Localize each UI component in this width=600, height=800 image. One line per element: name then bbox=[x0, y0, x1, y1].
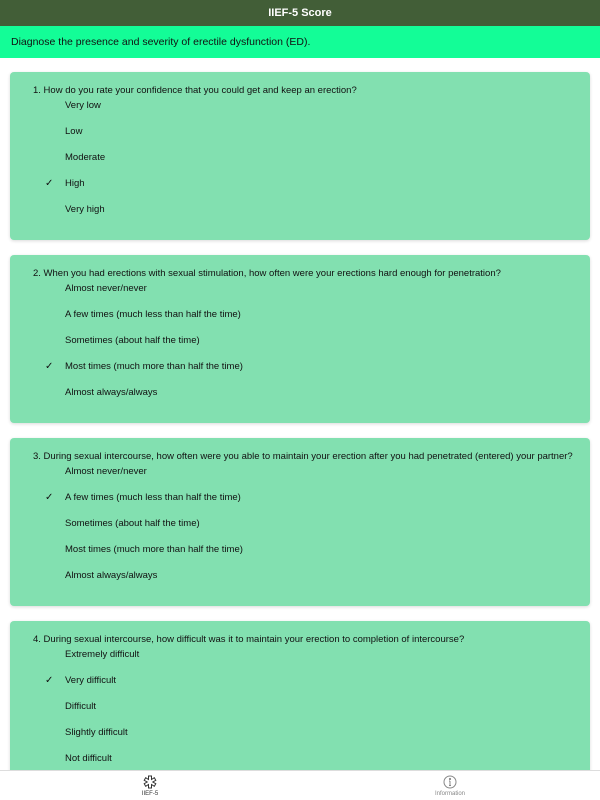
option-label: Extremely difficult bbox=[65, 648, 140, 660]
option-label: Almost never/never bbox=[65, 282, 147, 294]
checkmark-icon: ✓ bbox=[45, 491, 54, 503]
option-label: A few times (much less than half the time) bbox=[65, 491, 241, 503]
answer-option[interactable] bbox=[33, 536, 576, 562]
option-label: Almost always/always bbox=[65, 386, 158, 398]
answer-option[interactable] bbox=[33, 641, 576, 667]
option-label: Almost never/never bbox=[65, 465, 147, 477]
option-label: Almost always/always bbox=[65, 569, 158, 581]
option-label: High bbox=[65, 177, 85, 189]
question-card bbox=[10, 621, 590, 770]
question-text: 3. During sexual intercourse, how often were you able to maintain your erection after you had penetrated (entered) your partner? bbox=[33, 451, 573, 462]
option-label: A few times (much less than half the time) bbox=[65, 308, 241, 320]
tab-label: IIEF-5 bbox=[141, 790, 159, 797]
question-text: 2. When you had erections with sexual stimulation, how often were your erections hard enough for penetration? bbox=[33, 268, 501, 279]
answer-option[interactable] bbox=[33, 562, 576, 588]
option-label: Sometimes (about half the time) bbox=[65, 334, 200, 346]
answer-option[interactable] bbox=[33, 719, 576, 745]
answer-option[interactable] bbox=[33, 275, 576, 301]
tab-iief5[interactable] bbox=[0, 771, 300, 800]
option-label: Very difficult bbox=[65, 674, 117, 686]
answer-option[interactable] bbox=[33, 745, 576, 770]
answer-option[interactable] bbox=[33, 196, 576, 222]
option-label: Sometimes (about half the time) bbox=[65, 517, 200, 529]
question-card bbox=[10, 255, 590, 423]
answer-option[interactable] bbox=[33, 301, 576, 327]
option-label: Most times (much more than half the time) bbox=[65, 360, 243, 372]
answer-option[interactable] bbox=[33, 118, 576, 144]
option-label: Most times (much more than half the time) bbox=[65, 543, 243, 555]
answer-option[interactable] bbox=[33, 92, 576, 118]
tab-information[interactable] bbox=[300, 771, 600, 800]
answer-option[interactable] bbox=[33, 667, 576, 693]
answer-option[interactable] bbox=[33, 170, 576, 196]
answer-option[interactable] bbox=[33, 693, 576, 719]
question-text: 1. How do you rate your confidence that you could get and keep an erection? bbox=[33, 85, 357, 96]
asterisk-icon bbox=[143, 775, 157, 789]
description-banner bbox=[0, 26, 600, 58]
info-icon bbox=[443, 775, 457, 789]
option-label: Slightly difficult bbox=[65, 726, 128, 738]
tab-bar bbox=[0, 770, 600, 800]
option-label: Moderate bbox=[65, 151, 106, 163]
question-card bbox=[10, 72, 590, 240]
app-header bbox=[0, 0, 600, 26]
checkmark-icon: ✓ bbox=[45, 674, 54, 686]
answer-option[interactable] bbox=[33, 510, 576, 536]
answer-option[interactable] bbox=[33, 484, 576, 510]
checkmark-icon: ✓ bbox=[45, 360, 54, 372]
option-label: Low bbox=[65, 125, 83, 137]
option-label: Difficult bbox=[65, 700, 96, 712]
description-text: Diagnose the presence and severity of erectile dysfunction (ED). bbox=[11, 36, 311, 48]
checkmark-icon: ✓ bbox=[45, 177, 54, 189]
answer-option[interactable] bbox=[33, 327, 576, 353]
answer-option[interactable] bbox=[33, 458, 576, 484]
answer-option[interactable] bbox=[33, 144, 576, 170]
tab-label: Information bbox=[434, 790, 465, 797]
page-title: IIEF-5 Score bbox=[268, 7, 332, 19]
question-card bbox=[10, 438, 590, 606]
option-label: Very high bbox=[65, 203, 105, 215]
option-label: Very low bbox=[65, 99, 101, 111]
answer-option[interactable] bbox=[33, 353, 576, 379]
answer-option[interactable] bbox=[33, 379, 576, 405]
questionnaire[interactable] bbox=[0, 58, 600, 770]
question-text: 4. During sexual intercourse, how difficult was it to maintain your erection to completion of intercourse? bbox=[33, 634, 465, 645]
option-label: Not difficult bbox=[65, 752, 112, 764]
